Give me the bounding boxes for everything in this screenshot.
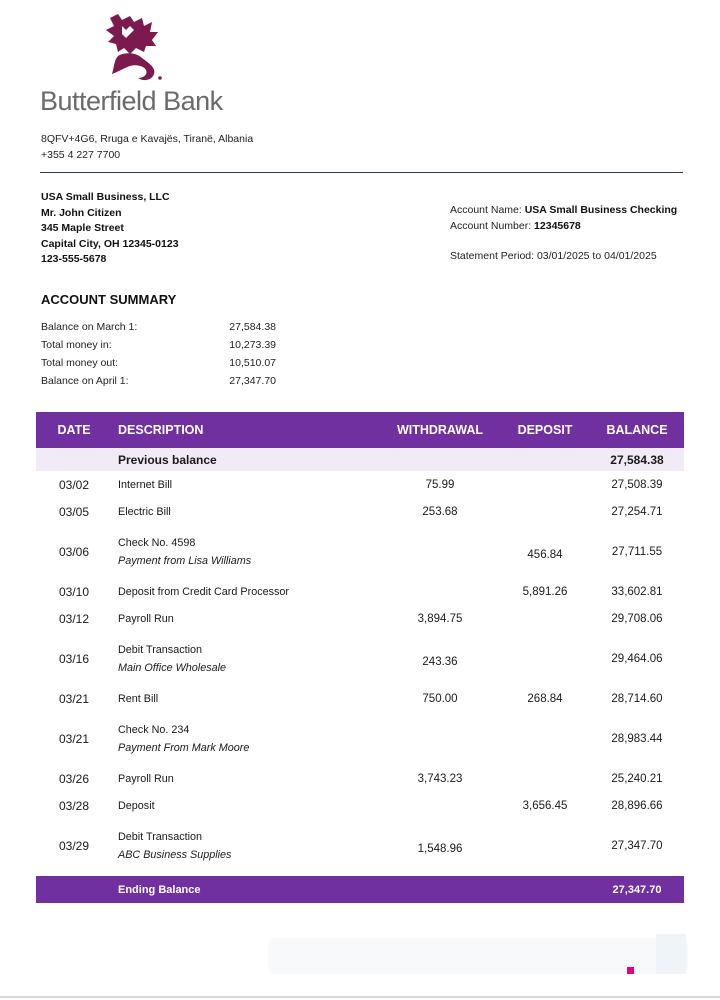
row-balance: 27,711.55 (611, 545, 663, 558)
row-deposit (500, 498, 590, 525)
table-row (36, 792, 684, 819)
customer-block (41, 190, 179, 268)
header-balance: BALANCE (590, 412, 684, 448)
row-date: 03/21 (58, 691, 90, 706)
account-summary-title: ACCOUNT SUMMARY (41, 292, 177, 307)
account-summary (41, 321, 276, 393)
previous-balance-value: 27,584.38 (590, 448, 684, 471)
summary-label: Total money out: (41, 357, 119, 369)
row-description: Electric Bill (118, 505, 171, 518)
summary-value: 27,347.70 (229, 375, 276, 387)
row-withdrawal (380, 525, 500, 578)
row-date: 03/06 (58, 544, 90, 559)
row-description-detail: ABC Business Supplies (118, 848, 232, 861)
customer-street: 345 Maple Street (41, 222, 124, 234)
row-deposit (500, 605, 590, 632)
bank-name: Butterfield Bank (40, 86, 223, 116)
account-name-line (450, 203, 677, 219)
row-description-cell (112, 712, 380, 765)
row-withdrawal: 243.36 (422, 656, 458, 668)
row-date: 03/10 (58, 584, 90, 599)
row-description: Payroll Run (118, 612, 174, 625)
table-row (36, 819, 684, 872)
summary-label: Balance on April 1: (41, 375, 129, 387)
table-row (36, 498, 684, 525)
row-description: Debit Transaction (118, 830, 203, 843)
account-info (450, 203, 677, 265)
row-withdrawal: 1,548.96 (417, 843, 463, 855)
table-row (36, 471, 684, 498)
row-description-cell (112, 525, 380, 578)
row-date: 03/02 (58, 477, 90, 492)
ending-balance-row (36, 876, 684, 903)
row-deposit (500, 712, 590, 765)
header-description: DESCRIPTION (112, 412, 380, 448)
header-date: DATE (36, 412, 112, 448)
header-withdrawal: WITHDRAWAL (380, 412, 500, 448)
previous-balance-label: Previous balance (112, 448, 380, 471)
dragon-logo-icon (100, 12, 164, 84)
row-deposit (500, 471, 590, 498)
row-description-detail: Payment from Lisa Williams (118, 554, 252, 567)
bank-address-block (41, 131, 253, 163)
summary-value: 10,273.39 (229, 339, 276, 351)
customer-name: Mr. John Citizen (41, 206, 122, 219)
row-deposit (500, 819, 590, 872)
row-balance: 29,708.06 (611, 612, 663, 625)
row-description: Deposit from Credit Card Processor (118, 585, 290, 598)
summary-row (41, 321, 276, 339)
row-balance: 25,240.21 (611, 772, 663, 785)
summary-value: 10,510.07 (229, 357, 276, 369)
row-description: Payroll Run (118, 772, 174, 785)
customer-company: USA Small Business, LLC (41, 191, 170, 203)
faded-watermark (268, 934, 688, 976)
ending-balance-label: Ending Balance (112, 876, 380, 903)
row-date: 03/05 (58, 504, 90, 519)
table-row (36, 712, 684, 765)
row-balance: 28,714.60 (611, 692, 663, 705)
row-description-detail: Main Office Wholesale (118, 661, 227, 674)
table-row (36, 525, 684, 578)
row-deposit: 5,891.26 (522, 585, 568, 598)
row-withdrawal: 3,743.23 (417, 772, 463, 785)
row-description: Debit Transaction (118, 643, 203, 656)
account-name-value: USA Small Business Checking (524, 204, 678, 216)
table-row (36, 578, 684, 605)
table-row (36, 765, 684, 792)
row-withdrawal (380, 792, 500, 819)
row-balance: 33,602.81 (611, 585, 663, 598)
account-number-label: Account Number: (450, 219, 532, 232)
row-balance: 27,347.70 (611, 839, 663, 852)
row-description: Rent Bill (118, 692, 159, 705)
table-row (36, 685, 684, 712)
summary-value: 27,584.38 (229, 321, 276, 333)
account-name-label: Account Name: (450, 204, 522, 216)
customer-city: Capital City, OH 12345-0123 (41, 237, 179, 250)
ending-balance-value: 27,347.70 (590, 876, 684, 903)
row-description: Check No. 234 (118, 723, 190, 736)
page-bottom-border (0, 996, 720, 998)
row-deposit: 3,656.45 (522, 799, 568, 812)
row-deposit: 456.84 (527, 549, 563, 561)
row-description: Deposit (118, 799, 155, 812)
row-description-cell (112, 632, 380, 685)
summary-row (41, 375, 276, 393)
row-withdrawal: 3,894.75 (417, 612, 463, 625)
statement-period: Statement Period: 03/01/2025 to 04/01/2025 (450, 250, 657, 262)
row-deposit: 268.84 (527, 692, 563, 705)
row-date: 03/12 (58, 611, 90, 626)
table-header-row (36, 412, 684, 448)
row-balance: 27,508.39 (611, 478, 663, 491)
row-withdrawal (380, 578, 500, 605)
row-balance: 27,254.71 (611, 505, 663, 518)
summary-row (41, 357, 276, 375)
bank-phone: +355 4 227 7700 (41, 149, 121, 161)
row-date: 03/29 (58, 838, 90, 853)
row-date: 03/28 (58, 798, 90, 813)
row-date: 03/16 (58, 651, 90, 666)
table-row (36, 605, 684, 632)
header-deposit: DEPOSIT (500, 412, 590, 448)
account-number-line (450, 219, 677, 235)
row-deposit (500, 765, 590, 792)
summary-row (41, 339, 276, 357)
summary-label: Balance on March 1: (41, 321, 138, 333)
row-description-cell (112, 819, 380, 872)
bank-address: 8QFV+4G6, Rruga e Kavajës, Tiranë, Albania (41, 133, 254, 145)
row-balance: 29,464.06 (611, 652, 663, 665)
row-withdrawal: 253.68 (422, 505, 458, 518)
previous-balance-row (36, 448, 684, 471)
row-description: Internet Bill (118, 478, 173, 491)
row-deposit (500, 632, 590, 685)
account-number-value: 12345678 (534, 219, 581, 232)
summary-label: Total money in: (41, 339, 112, 351)
table-row (36, 632, 684, 685)
row-description-detail: Payment From Mark Moore (118, 741, 250, 754)
row-balance: 28,983.44 (611, 732, 663, 745)
customer-phone: 123-555-5678 (41, 253, 107, 265)
row-date: 03/26 (58, 771, 90, 786)
row-balance: 28,896.66 (611, 799, 663, 812)
row-description: Check No. 4598 (118, 536, 196, 549)
row-withdrawal: 750.00 (422, 692, 458, 705)
row-withdrawal (380, 712, 500, 765)
row-date: 03/21 (58, 731, 90, 746)
row-withdrawal: 75.99 (425, 478, 455, 491)
header-divider (40, 172, 683, 173)
watermark-dot (627, 967, 634, 974)
transactions-table (36, 412, 684, 903)
